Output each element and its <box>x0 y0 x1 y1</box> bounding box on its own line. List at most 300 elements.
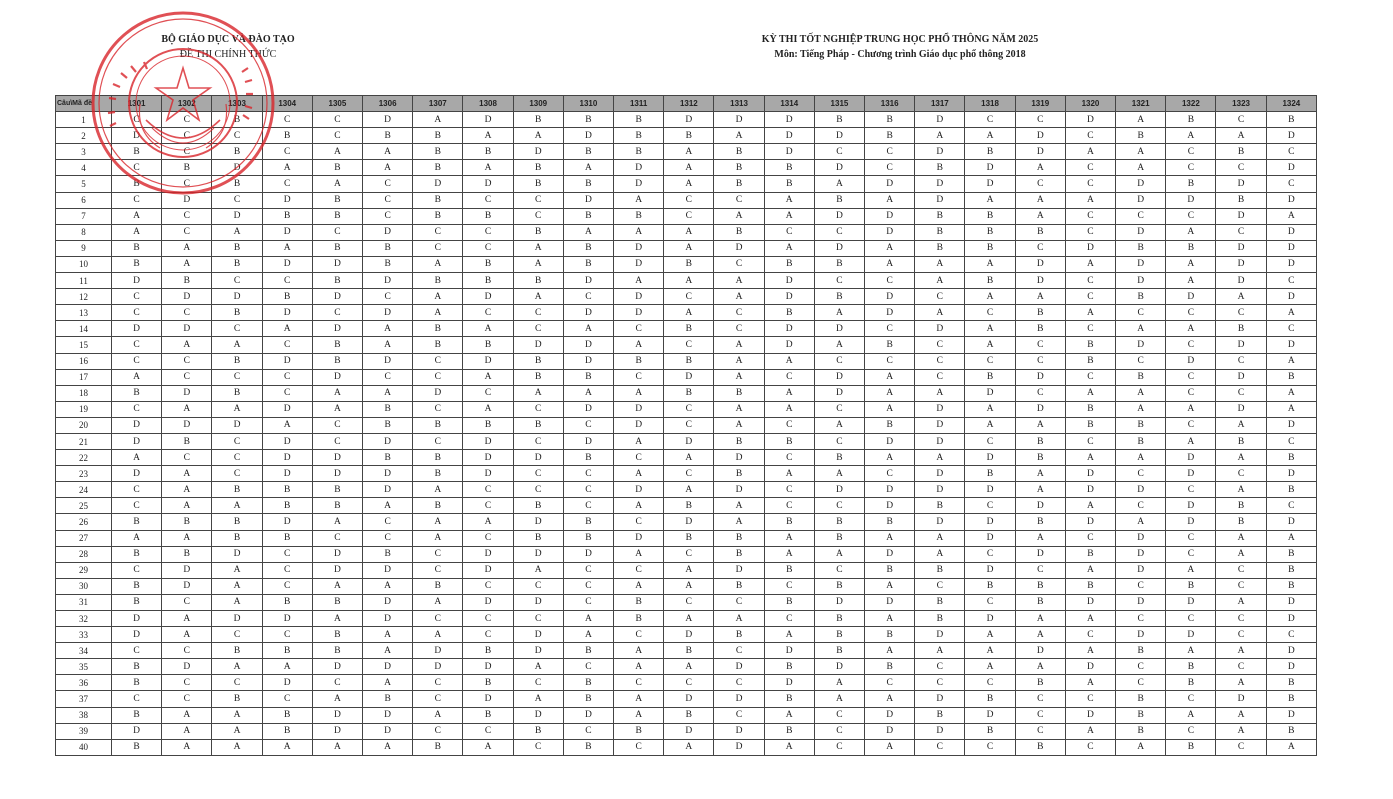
answer-cell: C <box>1266 144 1316 160</box>
answer-cell: B <box>563 675 613 691</box>
answer-cell: C <box>262 112 312 128</box>
answer-cell: C <box>614 369 664 385</box>
exam-code-header: 1317 <box>915 96 965 112</box>
answer-cell: A <box>1116 112 1166 128</box>
answer-cell: C <box>112 160 162 176</box>
answer-cell: C <box>312 224 362 240</box>
table-row <box>56 530 1317 546</box>
answer-cell: D <box>112 417 162 433</box>
answer-cell: A <box>1116 144 1166 160</box>
answer-cell: C <box>463 240 513 256</box>
answer-cell: C <box>463 611 513 627</box>
answer-cell: B <box>413 192 463 208</box>
table-row <box>56 369 1317 385</box>
answer-cell: D <box>162 578 212 594</box>
answer-cell: C <box>513 433 563 449</box>
answer-cell: A <box>1116 160 1166 176</box>
answer-cell: B <box>262 643 312 659</box>
answer-cell: D <box>764 337 814 353</box>
answer-cell: C <box>1065 289 1115 305</box>
answer-cell: C <box>413 369 463 385</box>
answer-cell: C <box>563 466 613 482</box>
answer-cell: C <box>112 289 162 305</box>
answer-cell: A <box>1266 385 1316 401</box>
answer-cell: C <box>1266 627 1316 643</box>
answer-cell: D <box>162 289 212 305</box>
answer-cell: C <box>513 611 563 627</box>
answer-cell: B <box>563 450 613 466</box>
answer-cell: D <box>513 627 563 643</box>
answer-cell: C <box>1166 369 1216 385</box>
answer-cell: B <box>1065 546 1115 562</box>
answer-cell: D <box>1266 192 1316 208</box>
answer-cell: A <box>664 562 714 578</box>
answer-cell: B <box>212 353 262 369</box>
answer-cell: C <box>664 466 714 482</box>
answer-cell: B <box>162 160 212 176</box>
answer-cell: C <box>764 417 814 433</box>
answer-cell: D <box>664 723 714 739</box>
answer-cell: C <box>965 675 1015 691</box>
answer-cell: A <box>1166 643 1216 659</box>
answer-cell: D <box>1216 176 1266 192</box>
answer-cell: C <box>915 337 965 353</box>
answer-cell: D <box>162 659 212 675</box>
answer-cell: D <box>563 546 613 562</box>
answer-cell: C <box>162 176 212 192</box>
answer-cell: B <box>112 546 162 562</box>
question-number: 13 <box>56 305 112 321</box>
answer-cell: B <box>112 144 162 160</box>
answer-cell: C <box>1065 208 1115 224</box>
answer-cell: A <box>212 401 262 417</box>
answer-cell: A <box>614 546 664 562</box>
table-row <box>56 289 1317 305</box>
answer-cell: B <box>363 546 413 562</box>
official-label: ĐỀ THI CHÍNH THỨC <box>179 49 277 60</box>
answer-cell: B <box>1216 514 1266 530</box>
answer-cell: D <box>1065 594 1115 610</box>
answer-cell: B <box>413 417 463 433</box>
answer-cell: C <box>563 594 613 610</box>
answer-cell: A <box>1015 192 1065 208</box>
answer-cell: D <box>1015 546 1065 562</box>
answer-cell: A <box>1065 723 1115 739</box>
answer-cell: A <box>764 707 814 723</box>
exam-code-header: 1309 <box>513 96 563 112</box>
answer-cell: C <box>714 256 764 272</box>
answer-cell: A <box>865 385 915 401</box>
answer-cell: B <box>965 240 1015 256</box>
answer-cell: A <box>1166 224 1216 240</box>
answer-cell: B <box>965 273 1015 289</box>
answer-cell: B <box>262 482 312 498</box>
answer-cell: D <box>915 417 965 433</box>
answer-cell: C <box>1166 546 1216 562</box>
answer-cell: A <box>513 256 563 272</box>
answer-cell: A <box>915 385 965 401</box>
table-row <box>56 305 1317 321</box>
answer-cell: D <box>814 321 864 337</box>
answer-cell: A <box>262 739 312 755</box>
answer-cell: C <box>965 353 1015 369</box>
answer-cell: D <box>865 176 915 192</box>
answer-cell: C <box>1065 530 1115 546</box>
answer-cell: A <box>764 530 814 546</box>
answer-cell: D <box>1266 289 1316 305</box>
answer-cell: D <box>312 546 362 562</box>
answer-cell: A <box>513 659 563 675</box>
answer-cell: B <box>614 208 664 224</box>
answer-cell: C <box>1065 160 1115 176</box>
answer-cell: D <box>965 450 1015 466</box>
question-number: 28 <box>56 546 112 562</box>
answer-cell: C <box>1015 176 1065 192</box>
question-number: 8 <box>56 224 112 240</box>
answer-cell: B <box>965 466 1015 482</box>
answer-cell: B <box>1116 433 1166 449</box>
answer-cell: C <box>1116 611 1166 627</box>
answer-cell: C <box>1216 578 1266 594</box>
answer-cell: C <box>1166 337 1216 353</box>
answer-cell: C <box>664 337 714 353</box>
answer-cell: C <box>212 433 262 449</box>
answer-cell: C <box>1015 691 1065 707</box>
question-number: 40 <box>56 739 112 755</box>
answer-cell: B <box>664 256 714 272</box>
answer-cell: B <box>112 707 162 723</box>
answer-cell: B <box>312 627 362 643</box>
answer-cell: C <box>112 643 162 659</box>
answer-cell: A <box>1065 305 1115 321</box>
answer-cell: B <box>1216 192 1266 208</box>
answer-cell: A <box>664 176 714 192</box>
answer-cell: D <box>814 160 864 176</box>
table-row <box>56 240 1317 256</box>
answer-cell: D <box>1266 707 1316 723</box>
answer-cell: D <box>1166 627 1216 643</box>
answer-cell: B <box>1015 514 1065 530</box>
answer-cell: D <box>363 707 413 723</box>
answer-cell: A <box>714 498 764 514</box>
answer-cell: A <box>162 723 212 739</box>
answer-cell: B <box>1166 659 1216 675</box>
answer-cell: C <box>1216 627 1266 643</box>
answer-cell: C <box>814 224 864 240</box>
answer-cell: A <box>363 144 413 160</box>
answer-cell: C <box>212 128 262 144</box>
answer-cell: C <box>162 643 212 659</box>
answer-cell: A <box>614 498 664 514</box>
answer-cell: A <box>1266 208 1316 224</box>
answer-cell: A <box>1015 611 1065 627</box>
answer-cell: B <box>312 273 362 289</box>
answer-cell: C <box>1216 353 1266 369</box>
answer-cell: A <box>312 691 362 707</box>
answer-cell: C <box>312 675 362 691</box>
table-row <box>56 273 1317 289</box>
table-row <box>56 707 1317 723</box>
answer-cell: C <box>1166 611 1216 627</box>
answer-cell: A <box>865 369 915 385</box>
answer-cell: D <box>363 562 413 578</box>
answer-cell: B <box>513 353 563 369</box>
answer-cell: B <box>814 112 864 128</box>
answer-cell: A <box>413 530 463 546</box>
answer-cell: B <box>363 417 413 433</box>
answer-cell: D <box>112 723 162 739</box>
answer-cell: A <box>814 546 864 562</box>
table-row <box>56 739 1317 755</box>
answer-cell: A <box>1216 723 1266 739</box>
answer-cell: D <box>1166 450 1216 466</box>
answer-cell: A <box>1065 611 1115 627</box>
answer-cell: B <box>513 224 563 240</box>
answer-cell: B <box>1266 369 1316 385</box>
answer-cell: D <box>714 112 764 128</box>
answer-cell: D <box>563 353 613 369</box>
answer-cell: A <box>1116 739 1166 755</box>
answer-cell: B <box>764 659 814 675</box>
answer-cell: A <box>714 208 764 224</box>
answer-cell: B <box>814 450 864 466</box>
answer-cell: D <box>764 321 814 337</box>
answer-cell: A <box>413 482 463 498</box>
answer-cell: B <box>513 273 563 289</box>
answer-cell: B <box>865 112 915 128</box>
answer-cell: C <box>714 707 764 723</box>
answer-cell: C <box>965 498 1015 514</box>
answer-cell: B <box>413 273 463 289</box>
answer-cell: B <box>865 627 915 643</box>
answer-cell: A <box>664 450 714 466</box>
answer-cell: C <box>513 321 563 337</box>
answer-cell: B <box>614 353 664 369</box>
answer-cell: B <box>212 112 262 128</box>
answer-cell: A <box>714 514 764 530</box>
answer-cell: B <box>764 256 814 272</box>
table-row <box>56 176 1317 192</box>
answer-cell: C <box>1065 321 1115 337</box>
answer-cell: B <box>1116 289 1166 305</box>
answer-cell: B <box>563 514 613 530</box>
answer-cell: A <box>714 273 764 289</box>
answer-cell: D <box>814 369 864 385</box>
answer-cell: D <box>664 369 714 385</box>
exam-code-header: 1302 <box>162 96 212 112</box>
exam-code-header: 1311 <box>614 96 664 112</box>
answer-cell: C <box>865 144 915 160</box>
issuer-header <box>148 32 308 62</box>
answer-cell: C <box>614 450 664 466</box>
answer-cell: D <box>363 305 413 321</box>
answer-cell: C <box>814 144 864 160</box>
answer-cell: A <box>563 160 613 176</box>
answer-cell: D <box>212 289 262 305</box>
answer-cell: A <box>1065 192 1115 208</box>
answer-cell: D <box>1266 256 1316 272</box>
answer-cell: D <box>463 659 513 675</box>
answer-cell: A <box>363 337 413 353</box>
answer-cell: B <box>262 594 312 610</box>
exam-code-header: 1321 <box>1116 96 1166 112</box>
answer-cell: D <box>814 208 864 224</box>
answer-cell: C <box>1015 562 1065 578</box>
answer-cell: A <box>614 337 664 353</box>
answer-cell: C <box>1015 353 1065 369</box>
answer-cell: B <box>112 176 162 192</box>
answer-cell: C <box>363 530 413 546</box>
answer-cell: D <box>915 192 965 208</box>
answer-cell: C <box>1015 385 1065 401</box>
answer-cell: D <box>262 433 312 449</box>
answer-cell: C <box>714 305 764 321</box>
answer-cell: D <box>513 707 563 723</box>
answer-cell: B <box>814 643 864 659</box>
answer-cell: D <box>1116 192 1166 208</box>
answer-cell: B <box>865 128 915 144</box>
answer-cell: D <box>714 240 764 256</box>
answer-cell: B <box>614 594 664 610</box>
question-number: 21 <box>56 433 112 449</box>
answer-cell: B <box>363 256 413 272</box>
question-number: 29 <box>56 562 112 578</box>
question-number: 1 <box>56 112 112 128</box>
answer-cell: D <box>112 611 162 627</box>
answer-cell: B <box>312 498 362 514</box>
answer-cell: C <box>664 289 714 305</box>
answer-cell: C <box>413 723 463 739</box>
answer-cell: B <box>262 498 312 514</box>
answer-cell: D <box>363 466 413 482</box>
answer-cell: D <box>1065 240 1115 256</box>
answer-cell: D <box>563 192 613 208</box>
answer-cell: D <box>1216 337 1266 353</box>
question-number: 34 <box>56 643 112 659</box>
answer-cell: D <box>363 353 413 369</box>
answer-cell: C <box>463 305 513 321</box>
answer-cell: B <box>664 498 714 514</box>
answer-cell: A <box>212 498 262 514</box>
answer-cell: B <box>563 739 613 755</box>
answer-cell: D <box>312 707 362 723</box>
answer-cell: D <box>915 482 965 498</box>
answer-cell: A <box>814 417 864 433</box>
answer-cell: B <box>714 224 764 240</box>
answer-cell: A <box>714 417 764 433</box>
answer-cell: C <box>865 273 915 289</box>
answer-cell: D <box>865 723 915 739</box>
table-row <box>56 112 1317 128</box>
answer-cell: D <box>614 417 664 433</box>
answer-cell: B <box>312 337 362 353</box>
answer-cell: C <box>262 273 312 289</box>
answer-cell: A <box>312 739 362 755</box>
answer-cell: D <box>463 562 513 578</box>
answer-cell: C <box>112 401 162 417</box>
answer-cell: A <box>764 546 814 562</box>
answer-cell: A <box>312 176 362 192</box>
answer-cell: C <box>112 112 162 128</box>
answer-cell: B <box>463 707 513 723</box>
ministry-name: BỘ GIÁO DỤC VÀ ĐÀO TẠO <box>161 34 295 45</box>
table-header-row <box>56 96 1317 112</box>
answer-cell: D <box>1166 289 1216 305</box>
answer-cell: C <box>814 562 864 578</box>
answer-cell: C <box>563 723 613 739</box>
answer-cell: A <box>1216 546 1266 562</box>
table-row <box>56 385 1317 401</box>
answer-cell: B <box>563 643 613 659</box>
answer-cell: B <box>363 128 413 144</box>
answer-cell: A <box>965 256 1015 272</box>
answer-cell: A <box>363 739 413 755</box>
answer-cell: A <box>764 385 814 401</box>
answer-cell: D <box>1116 546 1166 562</box>
answer-cell: C <box>112 192 162 208</box>
answer-cell: B <box>965 578 1015 594</box>
table-row <box>56 160 1317 176</box>
answer-cell: C <box>965 594 1015 610</box>
answer-cell: C <box>463 530 513 546</box>
answer-cell: B <box>1015 594 1065 610</box>
answer-cell: D <box>463 112 513 128</box>
answer-cell: D <box>664 433 714 449</box>
answer-cell: B <box>714 144 764 160</box>
answer-cell: B <box>212 240 262 256</box>
answer-cell: D <box>162 385 212 401</box>
answer-cell: C <box>212 273 262 289</box>
answer-cell: A <box>814 675 864 691</box>
question-number: 19 <box>56 401 112 417</box>
answer-cell: A <box>262 160 312 176</box>
answer-cell: A <box>1216 594 1266 610</box>
answer-cell: B <box>212 305 262 321</box>
answer-cell: A <box>614 224 664 240</box>
question-number: 24 <box>56 482 112 498</box>
answer-cell: A <box>965 128 1015 144</box>
answer-cell: B <box>1166 112 1216 128</box>
answer-cell: D <box>212 208 262 224</box>
answer-cell: C <box>162 675 212 691</box>
answer-cell: B <box>112 256 162 272</box>
answer-cell: A <box>1065 385 1115 401</box>
answer-cell: D <box>413 385 463 401</box>
answer-cell: C <box>1116 498 1166 514</box>
answer-cell: C <box>814 273 864 289</box>
answer-cell: D <box>965 707 1015 723</box>
table-row <box>56 627 1317 643</box>
answer-cell: B <box>212 514 262 530</box>
answer-cell: A <box>1216 707 1266 723</box>
question-number: 20 <box>56 417 112 433</box>
answer-cell: A <box>1065 643 1115 659</box>
answer-cell: B <box>614 723 664 739</box>
answer-cell: C <box>112 691 162 707</box>
answer-cell: D <box>312 289 362 305</box>
answer-cell: A <box>363 578 413 594</box>
answer-cell: A <box>714 337 764 353</box>
answer-cell: A <box>312 611 362 627</box>
answer-cell: A <box>363 498 413 514</box>
table-row <box>56 466 1317 482</box>
answer-cell: D <box>614 160 664 176</box>
answer-cell: A <box>664 578 714 594</box>
answer-cell: A <box>614 578 664 594</box>
answer-cell: C <box>312 128 362 144</box>
answer-cell: C <box>614 675 664 691</box>
answer-cell: D <box>1266 594 1316 610</box>
